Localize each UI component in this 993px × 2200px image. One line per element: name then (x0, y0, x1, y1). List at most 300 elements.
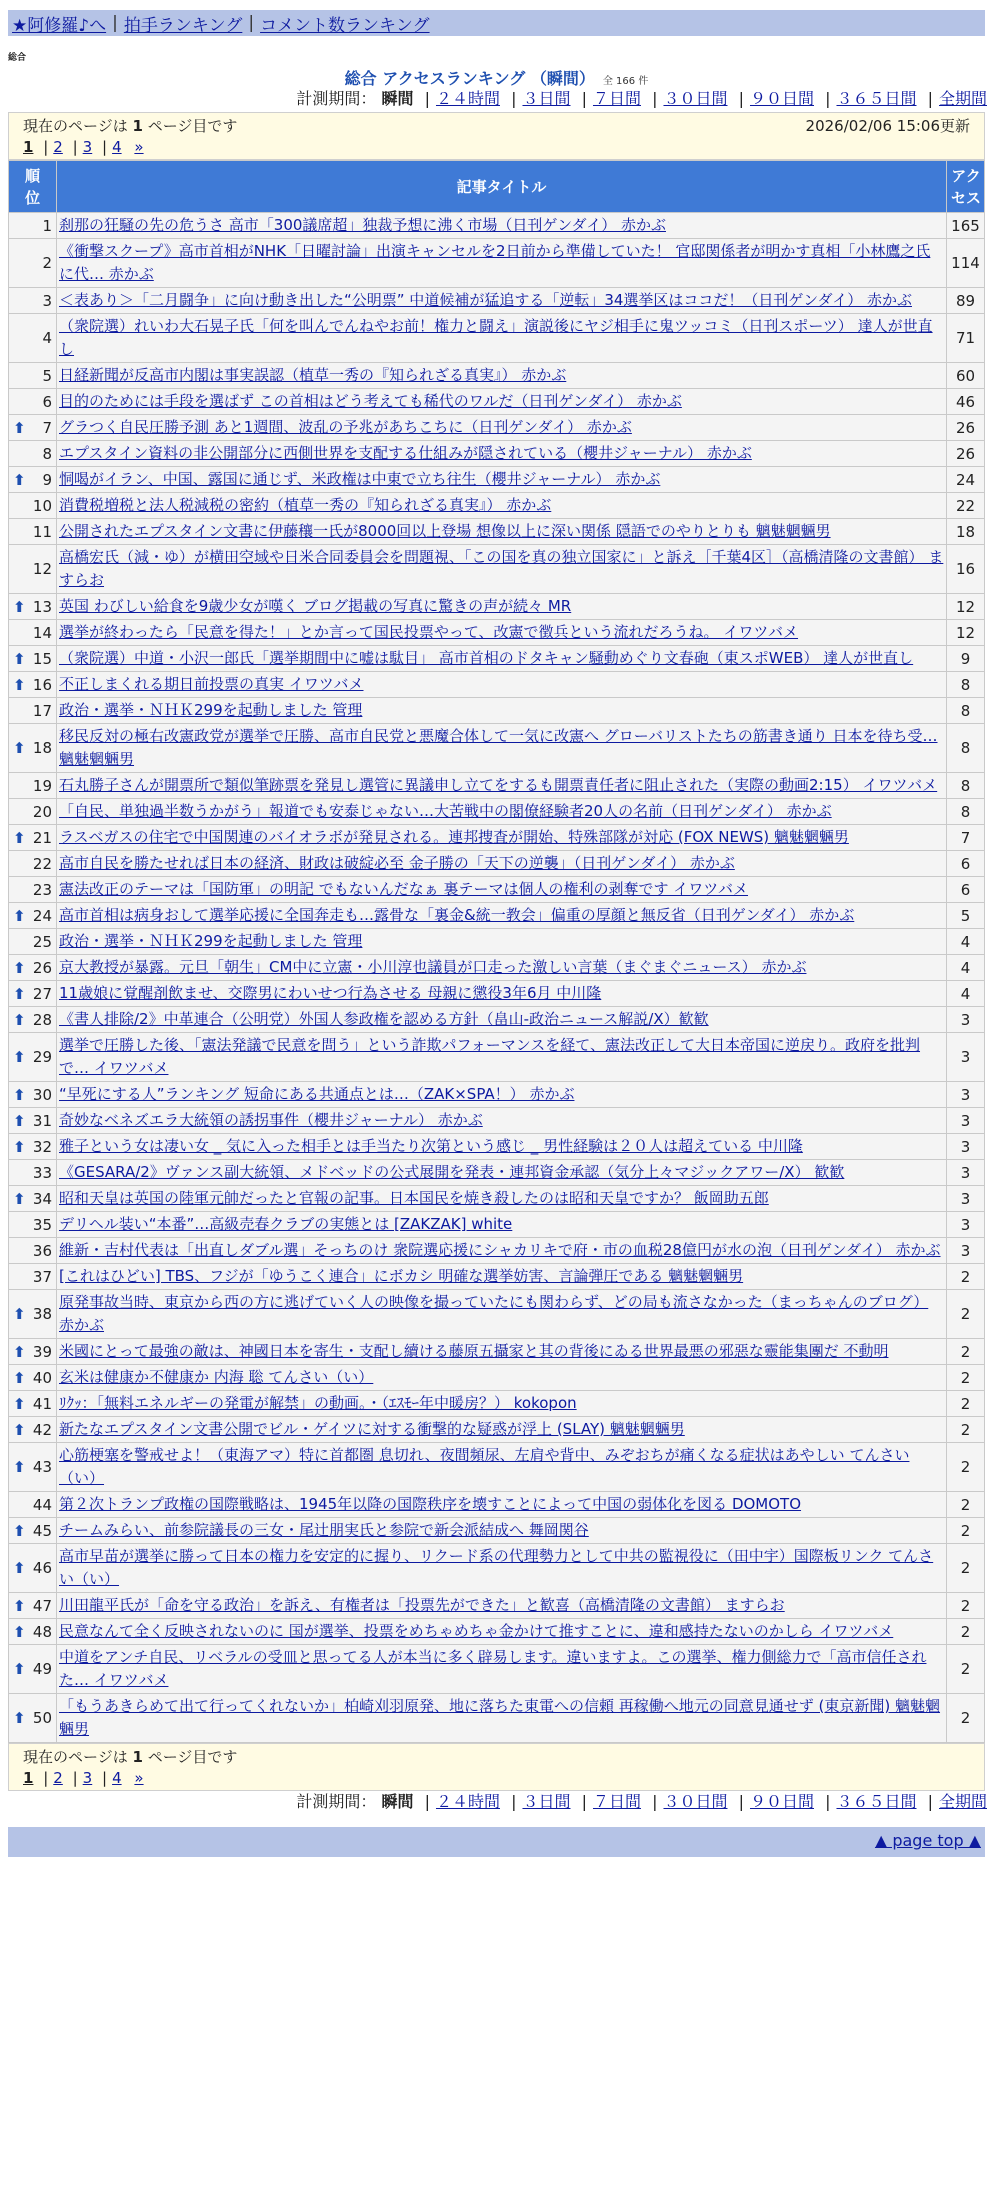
period-selector-bottom: 計測期間： 瞬間 | ２４時間 | ３日間 | ７日間 | ３０日間 | ９０日間 | ３６５日間 | 全期間 (296, 1792, 987, 1811)
access-count: 4 (947, 955, 985, 981)
rank-up-arrow-icon: ⬆ (13, 1596, 26, 1615)
rank-cell (9, 1108, 57, 1134)
period-24h[interactable]: ２４時間 (435, 89, 500, 108)
rank-number: 25 (32, 932, 52, 951)
period-label: 計測期間： (296, 1792, 377, 1811)
rank-number: 32 (32, 1137, 52, 1156)
table-row (9, 493, 985, 519)
title-cell (57, 314, 947, 363)
table-row (9, 672, 985, 698)
page-3-link[interactable]: 3 (82, 138, 93, 156)
article-link[interactable]: 憲法改正のテーマは「国防軍」の明記 でもないんだなぁ 裏テーマは個人の権利の剥奪です イワツバメ (59, 880, 749, 898)
table-row (9, 620, 985, 646)
rank-number: 13 (32, 597, 52, 616)
access-count: 6 (947, 851, 985, 877)
rank-number: 6 (42, 392, 52, 411)
article-link[interactable]: 英国 わびしい給食を9歳少女が嘆く ブログ掲載の写真に驚きの声が続々 MR (59, 597, 572, 615)
title-cell (57, 1365, 947, 1391)
title-cell (57, 825, 947, 851)
title-cell (57, 1391, 947, 1417)
rank-cell (9, 389, 57, 415)
access-count: 8 (947, 698, 985, 724)
title-cell (57, 213, 947, 239)
table-row (9, 1238, 985, 1264)
article-link[interactable]: 米國にとって最強の敵は、神國日本を寄生・支配し續ける藤原五攝家と其の背後にゐる世界最悪の邪惡な靈能集團だ 不動明 (59, 1342, 889, 1360)
access-count: 2 (947, 1417, 985, 1443)
rank-cell (9, 1619, 57, 1645)
table-row (9, 1492, 985, 1518)
rank-up-arrow-icon: ⬆ (13, 958, 26, 977)
rank-cell (9, 1339, 57, 1365)
table-row (9, 415, 985, 441)
article-link[interactable]: ＜表あり＞「二月闘争」に向け動き出した“公明票” 中道候補が猛追する「逆転」34選挙区はココだ！（日刊ゲンダイ） 赤かぶ (59, 291, 912, 309)
rank-number: 5 (42, 366, 52, 385)
category-tag: 総合 (8, 53, 27, 63)
rank-up-arrow-icon: ⬆ (13, 1137, 26, 1156)
article-link[interactable]: ラスベガスの住宅で中国関連のバイオラボが発見される。連邦捜査が開始、特殊部隊が対応 (FOX NEWS) 魑魅魍魎男 (59, 828, 849, 846)
access-count: 3 (947, 1108, 985, 1134)
rank-cell (9, 1134, 57, 1160)
rank-number: 24 (32, 906, 52, 925)
count-header: アクセス (947, 161, 985, 213)
table-row (9, 1339, 985, 1365)
rank-number: 17 (32, 701, 52, 720)
table-row (9, 1212, 985, 1238)
title-cell (57, 594, 947, 620)
rank-cell (9, 1264, 57, 1290)
rank-up-arrow-icon: ⬆ (13, 1709, 26, 1727)
rank-number: 35 (32, 1215, 52, 1234)
title-cell (57, 1518, 947, 1544)
table-row (9, 929, 985, 955)
rank-up-arrow-icon: ⬆ (13, 1305, 26, 1323)
title-cell (57, 1082, 947, 1108)
period-3d[interactable]: ３日間 (522, 89, 571, 108)
access-count: 12 (947, 594, 985, 620)
period-7d[interactable]: ７日間 (592, 89, 641, 108)
table-row (9, 441, 985, 467)
title-cell (57, 1339, 947, 1365)
article-link[interactable]: 維新・吉村代表は「出直しダブル選」そっちのけ 衆院選応援にシャカリキで府・市の血税28億円が水の泡（日刊ゲンダイ） 赤かぶ (59, 1241, 941, 1259)
period-current: 瞬間 (381, 89, 414, 108)
article-link[interactable]: （衆院選）中道・小沢一郎氏「選挙期間中に嘘は駄目」 高市首相のドタキャン騒動めぐり文春砲（東スポWEB） 達人が世直し (59, 649, 914, 667)
table-row (9, 1645, 985, 1694)
rank-number: 20 (32, 802, 52, 821)
rank-cell (9, 646, 57, 672)
table-row (9, 519, 985, 545)
comment-ranking-link[interactable]: コメント数ランキング (260, 15, 430, 36)
table-row (9, 363, 985, 389)
rank-number: 18 (32, 739, 52, 757)
table-row (9, 825, 985, 851)
rank-cell (9, 698, 57, 724)
rank-number: 37 (32, 1267, 52, 1286)
title-cell (57, 288, 947, 314)
access-count: 2 (947, 1290, 985, 1339)
table-row (9, 1365, 985, 1391)
rank-header: 順位 (9, 161, 57, 213)
rank-number: 47 (32, 1596, 52, 1615)
access-count: 4 (947, 981, 985, 1007)
title-cell (57, 724, 947, 773)
article-link[interactable]: 《書人排除/2》中革連合（公明党）外国人参政権を認める方針（畠山-政治ニュース解説/X）歓歓 (59, 1010, 709, 1028)
article-link[interactable]: グラつく自民圧勝予測 あと1週間、波乱の予兆があちこちに（日刊ゲンダイ） 赤かぶ (59, 418, 632, 436)
rank-up-arrow-icon: ⬆ (13, 1111, 26, 1130)
table-row (9, 1082, 985, 1108)
table-row (9, 239, 985, 288)
table-row (9, 1518, 985, 1544)
table-row (9, 981, 985, 1007)
title-cell (57, 415, 947, 441)
rank-up-arrow-icon: ⬆ (13, 1085, 26, 1104)
rank-number: 15 (32, 649, 52, 668)
title-cell (57, 1544, 947, 1593)
rank-cell (9, 1212, 57, 1238)
title-cell (57, 1160, 947, 1186)
article-link[interactable]: 川田龍平氏が「命を守る政治」を訴え、有権者は「投票先ができた」と歓喜（高橋清隆の文書館） ますらお (59, 1596, 785, 1614)
title-cell (57, 1290, 947, 1339)
rank-cell (9, 314, 57, 363)
article-link[interactable]: 昭和天皇は英国の陸軍元帥だったと官報の記事。日本国民を焼き殺したのは昭和天皇ですか？ 飯岡助五郎 (59, 1189, 769, 1207)
access-count: 46 (947, 389, 985, 415)
article-link[interactable]: エプスタイン資料の非公開部分に西側世界を支配する仕組みが隠されている（櫻井ジャーナル） 赤かぶ (59, 444, 752, 462)
rank-cell (9, 213, 57, 239)
article-link[interactable]: 高市早苗が選挙に勝って日本の権力を安定的に握り、リクード系の代理勢力として中共の監視役に（田中宇）国際板リンク てんさい（い） (59, 1547, 934, 1588)
article-link[interactable]: 原発事故当時、東京から西の方に逃げていく人の映像を撮っていたにも関わらず、どの局も流さなかった（まっちゃんのブログ） 赤かぶ (59, 1293, 929, 1334)
rank-up-arrow-icon: ⬆ (13, 1394, 26, 1413)
table-row (9, 1033, 985, 1082)
title-cell (57, 672, 947, 698)
title-cell (57, 799, 947, 825)
rank-up-arrow-icon: ⬆ (13, 1622, 26, 1641)
rank-number: 2 (42, 254, 52, 272)
table-row (9, 1694, 985, 1743)
page-current: 1 (23, 1769, 34, 1787)
access-count: 8 (947, 773, 985, 799)
rank-up-arrow-icon: ⬆ (13, 828, 26, 847)
rank-number: 22 (32, 854, 52, 873)
article-link[interactable]: 恫喝がイラン、中国、露国に通じず、米政権は中東で立ち往生（櫻井ジャーナル） 赤かぶ (59, 470, 661, 488)
rank-number: 3 (42, 291, 52, 310)
article-link[interactable]: 中道をアンチ自民、リベラルの受皿と思ってる人が本当に多く辟易します。違いますよ。この選挙、権力側総力で「高市信任された… イワツバメ (59, 1648, 927, 1689)
rank-cell (9, 672, 57, 698)
table-row (9, 1544, 985, 1593)
rank-cell (9, 1160, 57, 1186)
article-link[interactable]: 新たなエプスタイン文書公開でビル・ゲイツに対する衝撃的な疑惑が浮上 (SLAY) 魑魅魍魎男 (59, 1420, 685, 1438)
period-24h[interactable]: ２４時間 (435, 1792, 500, 1811)
table-row (9, 773, 985, 799)
article-link[interactable]: 移民反対の極右改憲政党が選挙で圧勝、高市自民党と悪魔合体して一気に改憲へ グローバリストたちの筋書き通り 日本を待ち受… 魑魅魍魎男 (59, 727, 938, 768)
article-link[interactable]: 高橋宏氏（減・ゆ）が横田空域や日米合同委員会を問題視、「この国を真の独立国家に」と訴え［千葉4区］（高橋清隆の文書館） ますらお (59, 548, 944, 589)
access-count: 60 (947, 363, 985, 389)
rank-number: 42 (32, 1420, 52, 1439)
pager-top: 現在のページは 1 ページ目です 2026/02/06 15:06更新 1 | 2 | 3 | 4 » (8, 112, 985, 160)
access-count: 2 (947, 1339, 985, 1365)
rank-number: 44 (32, 1495, 52, 1514)
rank-cell (9, 1082, 57, 1108)
period-all[interactable]: 全期間 (938, 89, 987, 108)
rank-number: 14 (32, 623, 52, 642)
access-count: 3 (947, 1186, 985, 1212)
rank-number: 1 (42, 216, 52, 235)
article-link[interactable]: 消費税増税と法人税減税の密約（植草一秀の『知られざる真実』） 赤かぶ (59, 496, 552, 514)
title-cell (57, 467, 947, 493)
rank-cell (9, 724, 57, 773)
title-cell (57, 955, 947, 981)
rank-cell (9, 545, 57, 594)
rank-cell (9, 1544, 57, 1593)
table-row (9, 903, 985, 929)
period-30d[interactable]: ３０日間 (663, 1792, 728, 1811)
rank-up-arrow-icon: ⬆ (13, 1559, 26, 1577)
period-label: 計測期間： (296, 89, 377, 108)
access-count: 71 (947, 314, 985, 363)
title-cell (57, 1645, 947, 1694)
title-cell (57, 1593, 947, 1619)
page-status: 現在のページは 1 ページ目です (23, 117, 238, 135)
ranking-body (9, 213, 985, 1743)
rank-cell (9, 620, 57, 646)
rank-number: 41 (32, 1394, 52, 1413)
access-count: 2 (947, 1518, 985, 1544)
rank-number: 39 (32, 1342, 52, 1361)
rank-cell (9, 363, 57, 389)
page-top-link[interactable]: ▲ page top ▲ (874, 1831, 981, 1850)
table-row (9, 467, 985, 493)
title-cell (57, 981, 947, 1007)
total-count: 全 166 件 (602, 76, 649, 87)
access-count: 89 (947, 288, 985, 314)
title-cell (57, 1238, 947, 1264)
title-cell (57, 389, 947, 415)
article-link[interactable]: チームみらい、前参院議長の三女・尾辻朋実氏と参院で新会派結成へ 舞岡関谷 (59, 1521, 589, 1539)
rank-number: 36 (32, 1241, 52, 1260)
table-row (9, 1160, 985, 1186)
access-count: 165 (947, 213, 985, 239)
article-link[interactable]: ﾘｸｯ：「無料エネルギーの発電が解禁」の動画。・（ｴｽﾓｰ年中暖房？） kokopon (59, 1394, 577, 1412)
access-count: 3 (947, 1134, 985, 1160)
article-link[interactable]: 《GESARA/2》ヴァンス副大統領、メドベッドの公式展開を発表・連邦資金承認（気分上々マジックアワー/X） 歓歓 (59, 1163, 845, 1181)
period-30d[interactable]: ３０日間 (663, 89, 728, 108)
access-count: 2 (947, 1544, 985, 1593)
period-365d[interactable]: ３６５日間 (836, 1792, 917, 1811)
article-link[interactable]: 11歳娘に覚醒剤飲ませ、交際男にわいせつ行為させる 母親に懲役3年6月 中川隆 (59, 984, 602, 1002)
access-count: 114 (947, 239, 985, 288)
rank-number: 9 (42, 470, 52, 489)
title-cell (57, 620, 947, 646)
page-2-link[interactable]: 2 (53, 138, 63, 156)
rank-cell (9, 1443, 57, 1492)
page-current: 1 (23, 138, 34, 156)
article-link[interactable]: 高市自民を勝たせれば日本の経済、財政は破綻必至 金子勝の「天下の逆襲」（日刊ゲンダイ） 赤かぶ (59, 854, 735, 872)
rank-up-arrow-icon: ⬆ (13, 470, 26, 489)
article-link[interactable]: 目的のためには手段を選ばず この首相はどう考えても稀代のワルだ（日刊ゲンダイ） 赤かぶ (59, 392, 682, 410)
ranking-table (8, 160, 985, 1743)
article-link[interactable]: 政治・選挙・ＮＨＫ299を起動しました 管理 (59, 932, 363, 950)
article-link[interactable]: 公開されたエプスタイン文書に伊藤穰一氏が8000回以上登場 想像以上に深い関係 隠語でのやりとりも 魑魅魍魎男 (59, 522, 831, 540)
article-link[interactable]: 「もうあきらめて出て行ってくれないか」柏崎刈羽原発、地に落ちた東電への信頼 再稼働へ地元の同意見通せず (東京新聞) 魑魅魍魎男 (59, 1697, 941, 1738)
rank-cell (9, 877, 57, 903)
rank-number: 4 (42, 329, 52, 347)
rank-cell (9, 239, 57, 288)
article-link[interactable]: 石丸勝子さんが開票所で類似筆跡票を発見し選管に異議申し立てをするも開票責任者に阻止された（実際の動画2:15） イワツバメ (59, 776, 938, 794)
access-count: 24 (947, 467, 985, 493)
title-cell (57, 698, 947, 724)
access-count: 6 (947, 877, 985, 903)
table-row (9, 1417, 985, 1443)
rank-number: 38 (32, 1305, 52, 1323)
article-link[interactable]: デリヘル装い“本番”…高級売春クラブの実態とは [ZAKZAK] white (59, 1215, 513, 1233)
rank-cell (9, 441, 57, 467)
rank-number: 16 (32, 675, 52, 694)
rank-up-arrow-icon: ⬆ (13, 1521, 26, 1540)
period-selector-top: 計測期間： 瞬間 | ２４時間 | ３日間 | ７日間 | ３０日間 | ９０日間 | ３６５日間 | 全期間 (296, 89, 987, 108)
table-row (9, 1186, 985, 1212)
rank-up-arrow-icon: ⬆ (13, 1458, 26, 1476)
table-row (9, 955, 985, 981)
applause-ranking-link[interactable]: 拍手ランキング (123, 15, 243, 36)
rank-up-arrow-icon: ⬆ (13, 1189, 26, 1208)
rank-number: 10 (32, 496, 52, 515)
table-row (9, 1443, 985, 1492)
title-cell (57, 1694, 947, 1743)
access-count: 2 (947, 1443, 985, 1492)
rank-up-arrow-icon: ⬆ (13, 906, 26, 925)
rank-up-arrow-icon: ⬆ (13, 984, 26, 1003)
period-3d[interactable]: ３日間 (522, 1792, 571, 1811)
rank-cell (9, 1186, 57, 1212)
article-link[interactable]: 不正しまくれる期日前投票の真実 イワツバメ (59, 675, 364, 693)
table-row (9, 1134, 985, 1160)
period-90d[interactable]: ９０日間 (749, 89, 814, 108)
rank-cell (9, 799, 57, 825)
page-3-link[interactable]: 3 (82, 1769, 93, 1787)
table-row (9, 1391, 985, 1417)
article-link[interactable]: 高市首相は病身おして選挙応援に全国奔走も…露骨な「裏金&統一教会」偏重の厚顔と無反省（日刊ゲンダイ） 赤かぶ (59, 906, 855, 924)
rank-number: 23 (32, 880, 52, 899)
period-7d[interactable]: ７日間 (592, 1792, 641, 1811)
access-count: 2 (947, 1492, 985, 1518)
rank-number: 48 (32, 1622, 52, 1641)
rank-number: 50 (32, 1709, 52, 1727)
rank-cell (9, 825, 57, 851)
table-row (9, 1007, 985, 1033)
title-cell (57, 1417, 947, 1443)
home-link[interactable]: ★阿修羅♪へ (12, 15, 107, 36)
article-link[interactable]: 第２次トランプ政権の国際戦略は、1945年以降の国際秩序を壊すことによって中国の弱体化を図る DOMOTO (59, 1495, 802, 1513)
rank-cell (9, 1391, 57, 1417)
rank-number: 27 (32, 984, 52, 1003)
access-count: 2 (947, 1365, 985, 1391)
article-link[interactable]: 選挙で圧勝した後、「憲法発議で民意を問う」という詐欺パフォーマンスを経て、憲法改正して大日本帝国に逆戻り。政府を批判で… イワツバメ (59, 1036, 921, 1077)
table-row (9, 646, 985, 672)
table-row (9, 698, 985, 724)
access-count: 12 (947, 620, 985, 646)
next-page-link[interactable]: » (134, 1769, 144, 1787)
update-time: 2026/02/06 15:06更新 (805, 117, 970, 135)
rank-cell (9, 1593, 57, 1619)
article-link[interactable]: 政治・選挙・ＮＨＫ299を起動しました 管理 (59, 701, 363, 719)
rank-cell (9, 981, 57, 1007)
page-4-link[interactable]: 4 (112, 1769, 122, 1787)
table-row (9, 1593, 985, 1619)
rank-cell (9, 1007, 57, 1033)
table-row (9, 545, 985, 594)
rank-up-arrow-icon: ⬆ (13, 1660, 26, 1678)
page-4-link[interactable]: 4 (112, 138, 122, 156)
title-header: 記事タイトル (57, 161, 947, 213)
article-link[interactable]: 刹那の狂騒の先の危うさ 高市「300議席超」独裁予想に沸く市場（日刊ゲンダイ） 赤かぶ (59, 216, 666, 234)
rank-cell (9, 955, 57, 981)
title-cell (57, 1619, 947, 1645)
title-cell (57, 239, 947, 288)
article-link[interactable]: “早死にする人”ランキング 短命にある共通点とは…（ZAK×SPA！） 赤かぶ (59, 1085, 575, 1103)
access-count: 3 (947, 1082, 985, 1108)
period-90d[interactable]: ９０日間 (749, 1792, 814, 1811)
page-title: 総合 アクセスランキング （瞬間） (344, 69, 595, 88)
article-link[interactable]: 奇妙なベネズエラ大統領の誘拐事件（櫻井ジャーナル） 赤かぶ (59, 1111, 483, 1129)
rank-number: 49 (32, 1660, 52, 1678)
title-cell (57, 519, 947, 545)
article-link[interactable]: 心筋梗塞を警戒せよ！（東海アマ）特に首都圏 息切れ、夜間頻尿、左肩や背中、みぞおちが痛くなる症状はあやしい てんさい（い） (59, 1446, 910, 1487)
article-link[interactable]: 玄米は健康か不健康か 内海 聡 てんさい（い） (59, 1368, 374, 1386)
rank-cell (9, 1417, 57, 1443)
article-link[interactable]: [これはひどい] TBS、フジが「ゆうこく連合」にボカシ 明確な選挙妨害、言論弾圧である 魑魅魍魎男 (59, 1267, 744, 1285)
separator: | (112, 13, 118, 33)
article-link[interactable]: 《衝撃スクープ》高市首相がNHK「日曜討論」出演キャンセルを2日前から準備していた！ 官邸関係者が明かす真相「小林鷹之氏に代… 赤かぶ (59, 242, 931, 283)
rank-cell (9, 1492, 57, 1518)
article-link[interactable]: 京大教授が暴露。元旦「朝生」CM中に立憲・小川淳也議員が口走った激しい言葉（まぐまぐニュース） 赤かぶ (59, 958, 807, 976)
title-cell (57, 1108, 947, 1134)
period-365d[interactable]: ３６５日間 (836, 89, 917, 108)
article-link[interactable]: 日経新聞が反高市内閣は事実誤認（植草一秀の『知られざる真実』） 赤かぶ (59, 366, 567, 384)
article-link[interactable]: 選挙が終わったら「民意を得た！」とか言って国民投票やって、改憲で徴兵という流れだろうね。 イワツバメ (59, 623, 799, 641)
article-link[interactable]: 民意なんて全く反映されないのに 国が選挙、投票をめちゃめちゃ金かけて推すことに、違和感持たないのかしら イワツバメ (59, 1622, 894, 1640)
rank-cell (9, 903, 57, 929)
rank-number: 31 (32, 1111, 52, 1130)
rank-up-arrow-icon: ⬆ (13, 1010, 26, 1029)
title-cell (57, 1492, 947, 1518)
access-count: 5 (947, 903, 985, 929)
access-count: 3 (947, 1007, 985, 1033)
article-link[interactable]: （衆院選）れいわ大石晃子氏「何を叫んでんねやお前！権力と闘え」演説後にヤジ相手に鬼ツッコミ（日刊スポーツ） 達人が世直し (59, 317, 933, 358)
title-cell (57, 1007, 947, 1033)
period-current: 瞬間 (381, 1792, 414, 1811)
access-count: 4 (947, 929, 985, 955)
period-all[interactable]: 全期間 (938, 1792, 987, 1811)
rank-number: 46 (32, 1559, 52, 1577)
rank-up-arrow-icon: ⬆ (13, 597, 26, 616)
title-cell (57, 1264, 947, 1290)
table-row (9, 213, 985, 239)
article-link[interactable]: 「自民、単独過半数うかがう」報道でも安泰じゃない…大苦戦中の閣僚経験者20人の名前（日刊ゲンダイ） 赤かぶ (59, 802, 832, 820)
access-count: 22 (947, 493, 985, 519)
top-nav (8, 10, 985, 36)
title-cell (57, 646, 947, 672)
title-cell (57, 545, 947, 594)
rank-number: 43 (32, 1458, 52, 1476)
access-count: 2 (947, 1593, 985, 1619)
pager-bottom: 現在のページは 1 ページ目です 1 | 2 | 3 | 4 » (8, 1743, 985, 1791)
title-cell (57, 773, 947, 799)
table-row (9, 799, 985, 825)
rank-number: 45 (32, 1521, 52, 1540)
access-count: 8 (947, 672, 985, 698)
table-row (9, 1290, 985, 1339)
page-2-link[interactable]: 2 (53, 1769, 63, 1787)
article-link[interactable]: 雅子という女は凄い女 _ 気に入った相手とは手当たり次第という感じ _ 男性経験は２０人は超えている 中川隆 (59, 1137, 803, 1155)
next-page-link[interactable]: » (134, 138, 144, 156)
